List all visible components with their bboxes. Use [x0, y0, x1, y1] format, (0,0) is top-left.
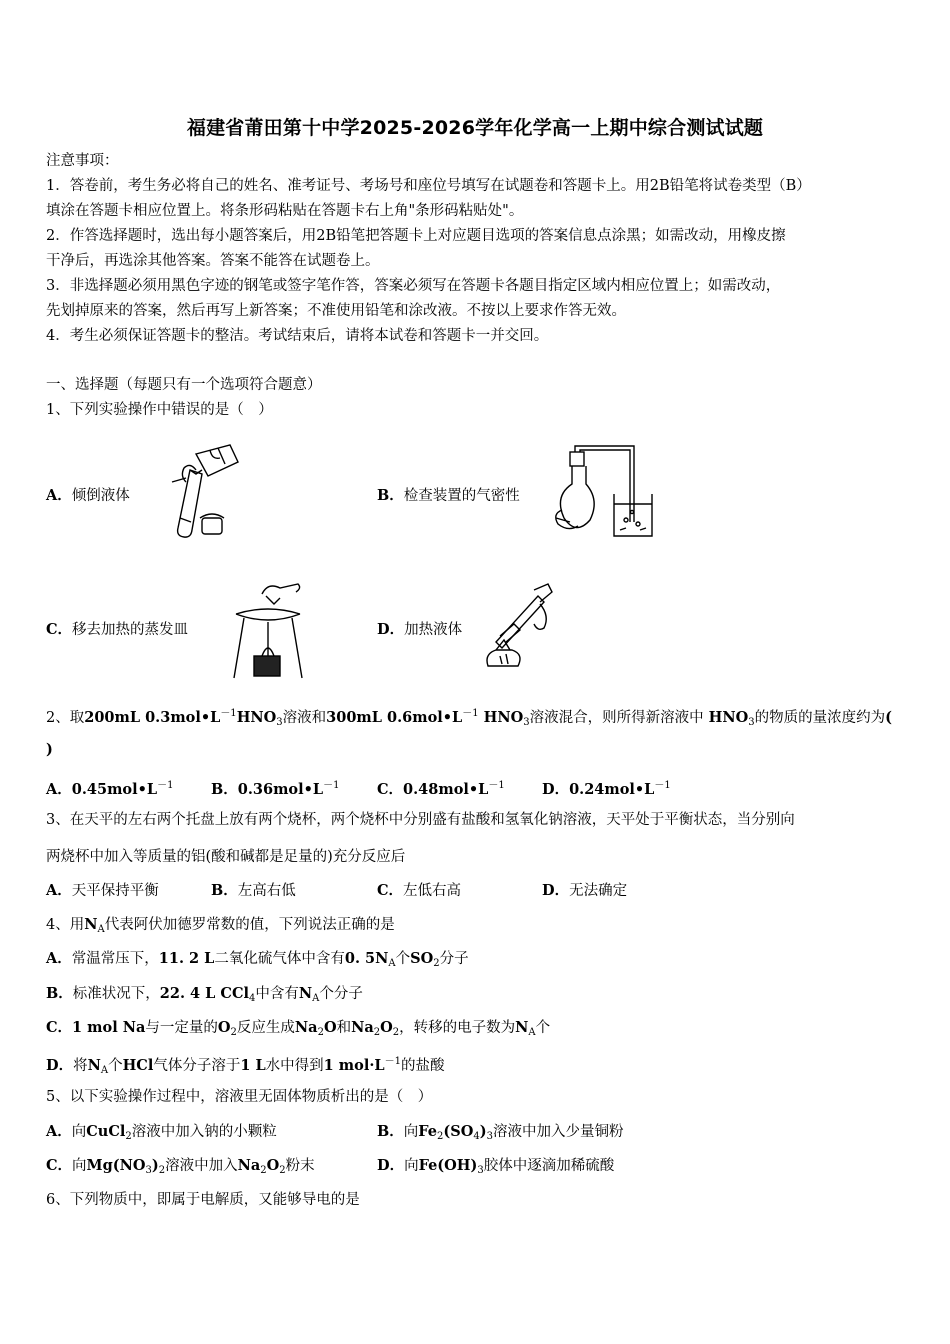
q4-option-a: A．常温常压下，11. 2 L二氧化硫气体中含有0. $5N_A$个$SO_2$分子 [46, 950, 469, 969]
question-6-stem: 6、下列物质中，即属于电解质，又能够导电的是 [46, 1192, 360, 1208]
q3-option-d: D．无法确定 [542, 882, 628, 899]
q1-option-c: C．移去加热的蒸发皿 [46, 621, 189, 638]
heat-liquid-figure [478, 580, 564, 680]
q3-option-c: C．左低右高 [377, 882, 462, 899]
pour-liquid-figure [150, 440, 250, 545]
q5-option-b: B．向$Fe_2(SO_4)_3$溶液中加入少量铜粉 [377, 1123, 624, 1142]
airtightness-check-figure [548, 440, 668, 545]
notice-line: 干净后，再选涂其他答案。答案不能答在试题卷上。 [46, 253, 380, 269]
q4-option-d: D．将$N_A$个HCl气体分子溶于1 L水中得到1 $mol\cdot L^{-1}$的盐酸 [46, 1056, 445, 1076]
q1-option-b: B．检查装置的气密性 [377, 487, 520, 504]
q1-option-a: A．倾倒液体 [46, 487, 130, 504]
notice-line: 2．作答选择题时，选出每小题答案后，用2B铅笔把答题卡上对应题目选项的答案信息点涂黑；如需改动，用橡皮擦 [46, 228, 786, 244]
question-2-stem: 2、取200mL $0.3mol•L^{-1}HNO_3$溶液和300mL $0.6mol•L^{-1}$ $HNO_3$溶液混合，则所得新溶液中 $HNO_3$的物质的量浓度约为( [46, 708, 893, 728]
question-5-stem: 5、以下实验操作过程中，溶液里无固体物质析出的是（ ） [46, 1089, 433, 1105]
q4-option-c: C．1 mol Na与一定量的$O_2$反应生成$Na_2O$和$Na_2O_2$，转移的电子数为$N_A$个 [46, 1019, 551, 1038]
page-title: 福建省莆田第十中学2025-2026学年化学高一上期中综合测试试题 [186, 117, 764, 139]
notice-line: 1．答卷前，考生务必将自己的姓名、准考证号、考场号和座位号填写在试题卷和答题卡上。用2B铅笔将试卷类型（B） [46, 178, 811, 194]
notice-line: 先划掉原来的答案，然后再写上新答案；不准使用铅笔和涂改液。不按以上要求作答无效。 [46, 303, 626, 319]
notice-heading: 注意事项： [46, 153, 119, 169]
q5-option-c: C．向$Mg(NO_3)_2$溶液中加入$Na_2O_2$粉末 [46, 1157, 315, 1176]
q3-option-b: B．左高右低 [211, 882, 296, 899]
notice-line: 3．非选择题必须用黑色字迹的钢笔或签字笔作答，答案必须写在答题卡各题目指定区域内相应位置上；如需改动， [46, 278, 781, 294]
q5-option-a: A．向CuCl$_2$溶液中加入钠的小颗粒 [46, 1123, 277, 1142]
q2-option-a: A．$0.45mol•L^{-1}$ [46, 780, 174, 798]
q2-option-c: C．$0.48mol•L^{-1}$ [377, 780, 505, 798]
notice-line: 填涂在答题卡相应位置上。将条形码粘贴在答题卡右上角"条形码粘贴处"。 [46, 203, 524, 219]
notice-line: 4．考生必须保证答题卡的整洁。考试结束后，请将本试卷和答题卡一并交回。 [46, 328, 549, 344]
q2-option-b: B．$0.36mol•L^{-1}$ [211, 780, 340, 798]
q1-option-d: D．加热液体 [377, 621, 463, 638]
q3-option-a: A．天平保持平衡 [46, 882, 159, 899]
section-heading: 一、选择题（每题只有一个选项符合题意） [46, 377, 322, 393]
q2-option-d: D．$0.24mol•L^{-1}$ [542, 780, 671, 798]
question-3-stem: 两烧杯中加入等质量的铝(酸和碱都是足量的)充分反应后 [46, 849, 406, 865]
q4-option-b: B．标准状况下，22. 4 L CCl$_4$中含有$N_A$个分子 [46, 985, 363, 1004]
question-2-stem-end: ) [46, 741, 53, 758]
q5-option-d: D．向$Fe(OH)_3$胶体中逐滴加稀硫酸 [377, 1157, 615, 1176]
evaporating-dish-figure [222, 574, 314, 686]
question-4-stem: 4、用$N_A$代表阿伏加德罗常数的值，下列说法正确的是 [46, 916, 395, 935]
question-1-stem: 1、下列实验操作中错误的是（ ） [46, 402, 273, 418]
question-3-stem: 3、在天平的左右两个托盘上放有两个烧杯，两个烧杯中分别盛有盐酸和氢氧化钠溶液，天平处于平衡状态，当分别向 [46, 812, 795, 828]
